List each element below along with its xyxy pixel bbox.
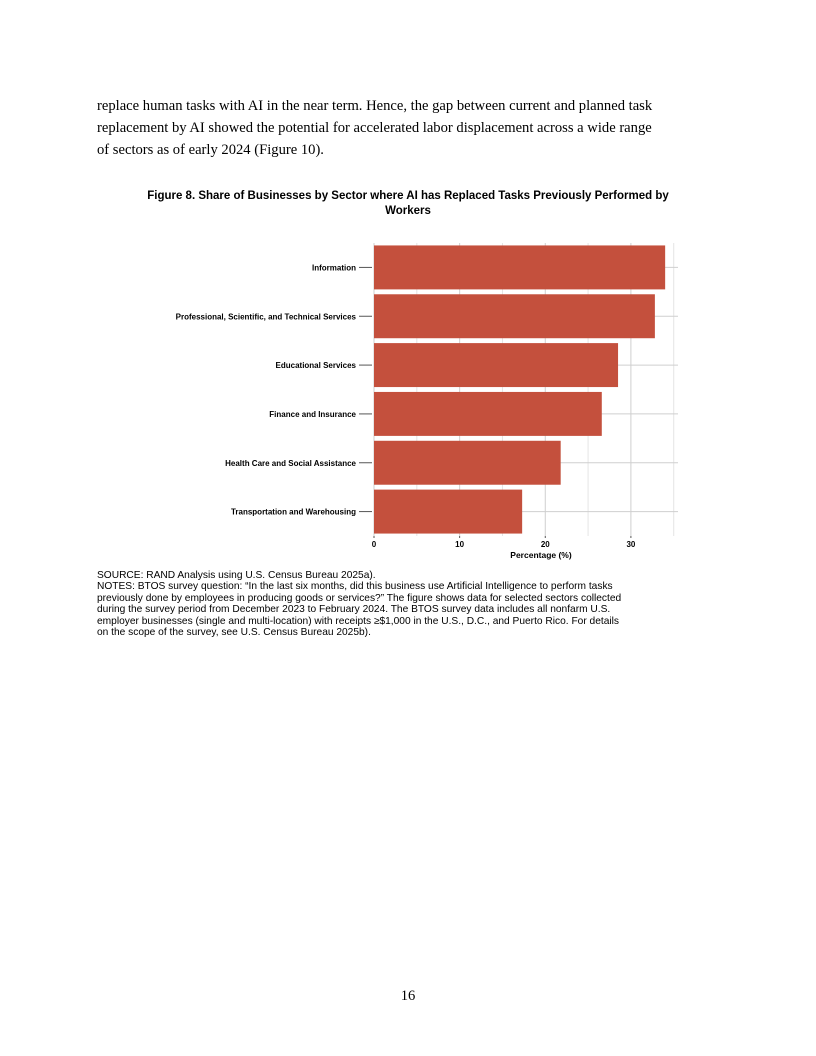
x-tick-label: 30 — [626, 540, 636, 549]
notes-line: on the scope of the survey, see U.S. Census Bureau 2025b). — [97, 627, 371, 639]
y-tick-label: Transportation and Warehousing — [230, 507, 356, 517]
bar — [374, 343, 618, 387]
paragraph-line: of sectors as of early 2024 (Figure 10). — [97, 142, 324, 158]
x-tick-label: 10 — [455, 540, 465, 549]
y-tick-label: Finance and Insurance — [269, 409, 356, 419]
y-tick-label: Educational Services — [275, 361, 356, 371]
notes-line: NOTES: BTOS survey question: “In the last six months, did this business use Artificial Intelligence to perform tasks — [97, 581, 613, 593]
y-tick-label: Professional, Scientific, and Technical Services — [175, 312, 356, 322]
y-tick-label: Health Care and Social Assistance — [225, 458, 356, 468]
y-tick-label: Information — [312, 263, 356, 273]
x-tick-label: 0 — [371, 540, 377, 549]
body-paragraph — [97, 95, 719, 161]
notes-line: during the survey period from December 2023 to February 2024. The BTOS survey data includes all nonfarm U.S. — [97, 604, 611, 616]
page-number: 16 — [400, 988, 416, 1004]
bar-layer — [374, 245, 665, 533]
figure-notes — [97, 570, 722, 638]
bar — [374, 392, 602, 436]
bar — [374, 294, 655, 338]
figure-title — [97, 189, 719, 219]
figure-title-line: Workers — [385, 205, 431, 217]
bar — [374, 245, 665, 289]
paragraph-line: replace human tasks with AI in the near term. Hence, the gap between current and planned task — [97, 98, 653, 114]
source-line: SOURCE: RAND Analysis using U.S. Census Bureau 2025a). — [97, 570, 376, 581]
notes-line: previously done by employees in producing goods or services?” The figure shows data for selected sectors collected — [97, 592, 622, 604]
bar — [374, 490, 522, 534]
bar — [374, 441, 561, 485]
notes-line: employer businesses (single and multi-location) with receipts ≥$1,000 in the U.S., D.C., and Puerto Rico. For details — [97, 615, 619, 627]
x-tick-label: 20 — [540, 540, 550, 549]
x-axis-title: Percentage (%) — [510, 550, 572, 560]
paragraph-line: replacement by AI showed the potential for accelerated labor displacement across a wide range — [97, 120, 652, 136]
figure-title-line: Figure 8. Share of Businesses by Sector where AI has Replaced Tasks Previously Performed by — [147, 190, 669, 202]
bar-chart — [97, 238, 719, 568]
